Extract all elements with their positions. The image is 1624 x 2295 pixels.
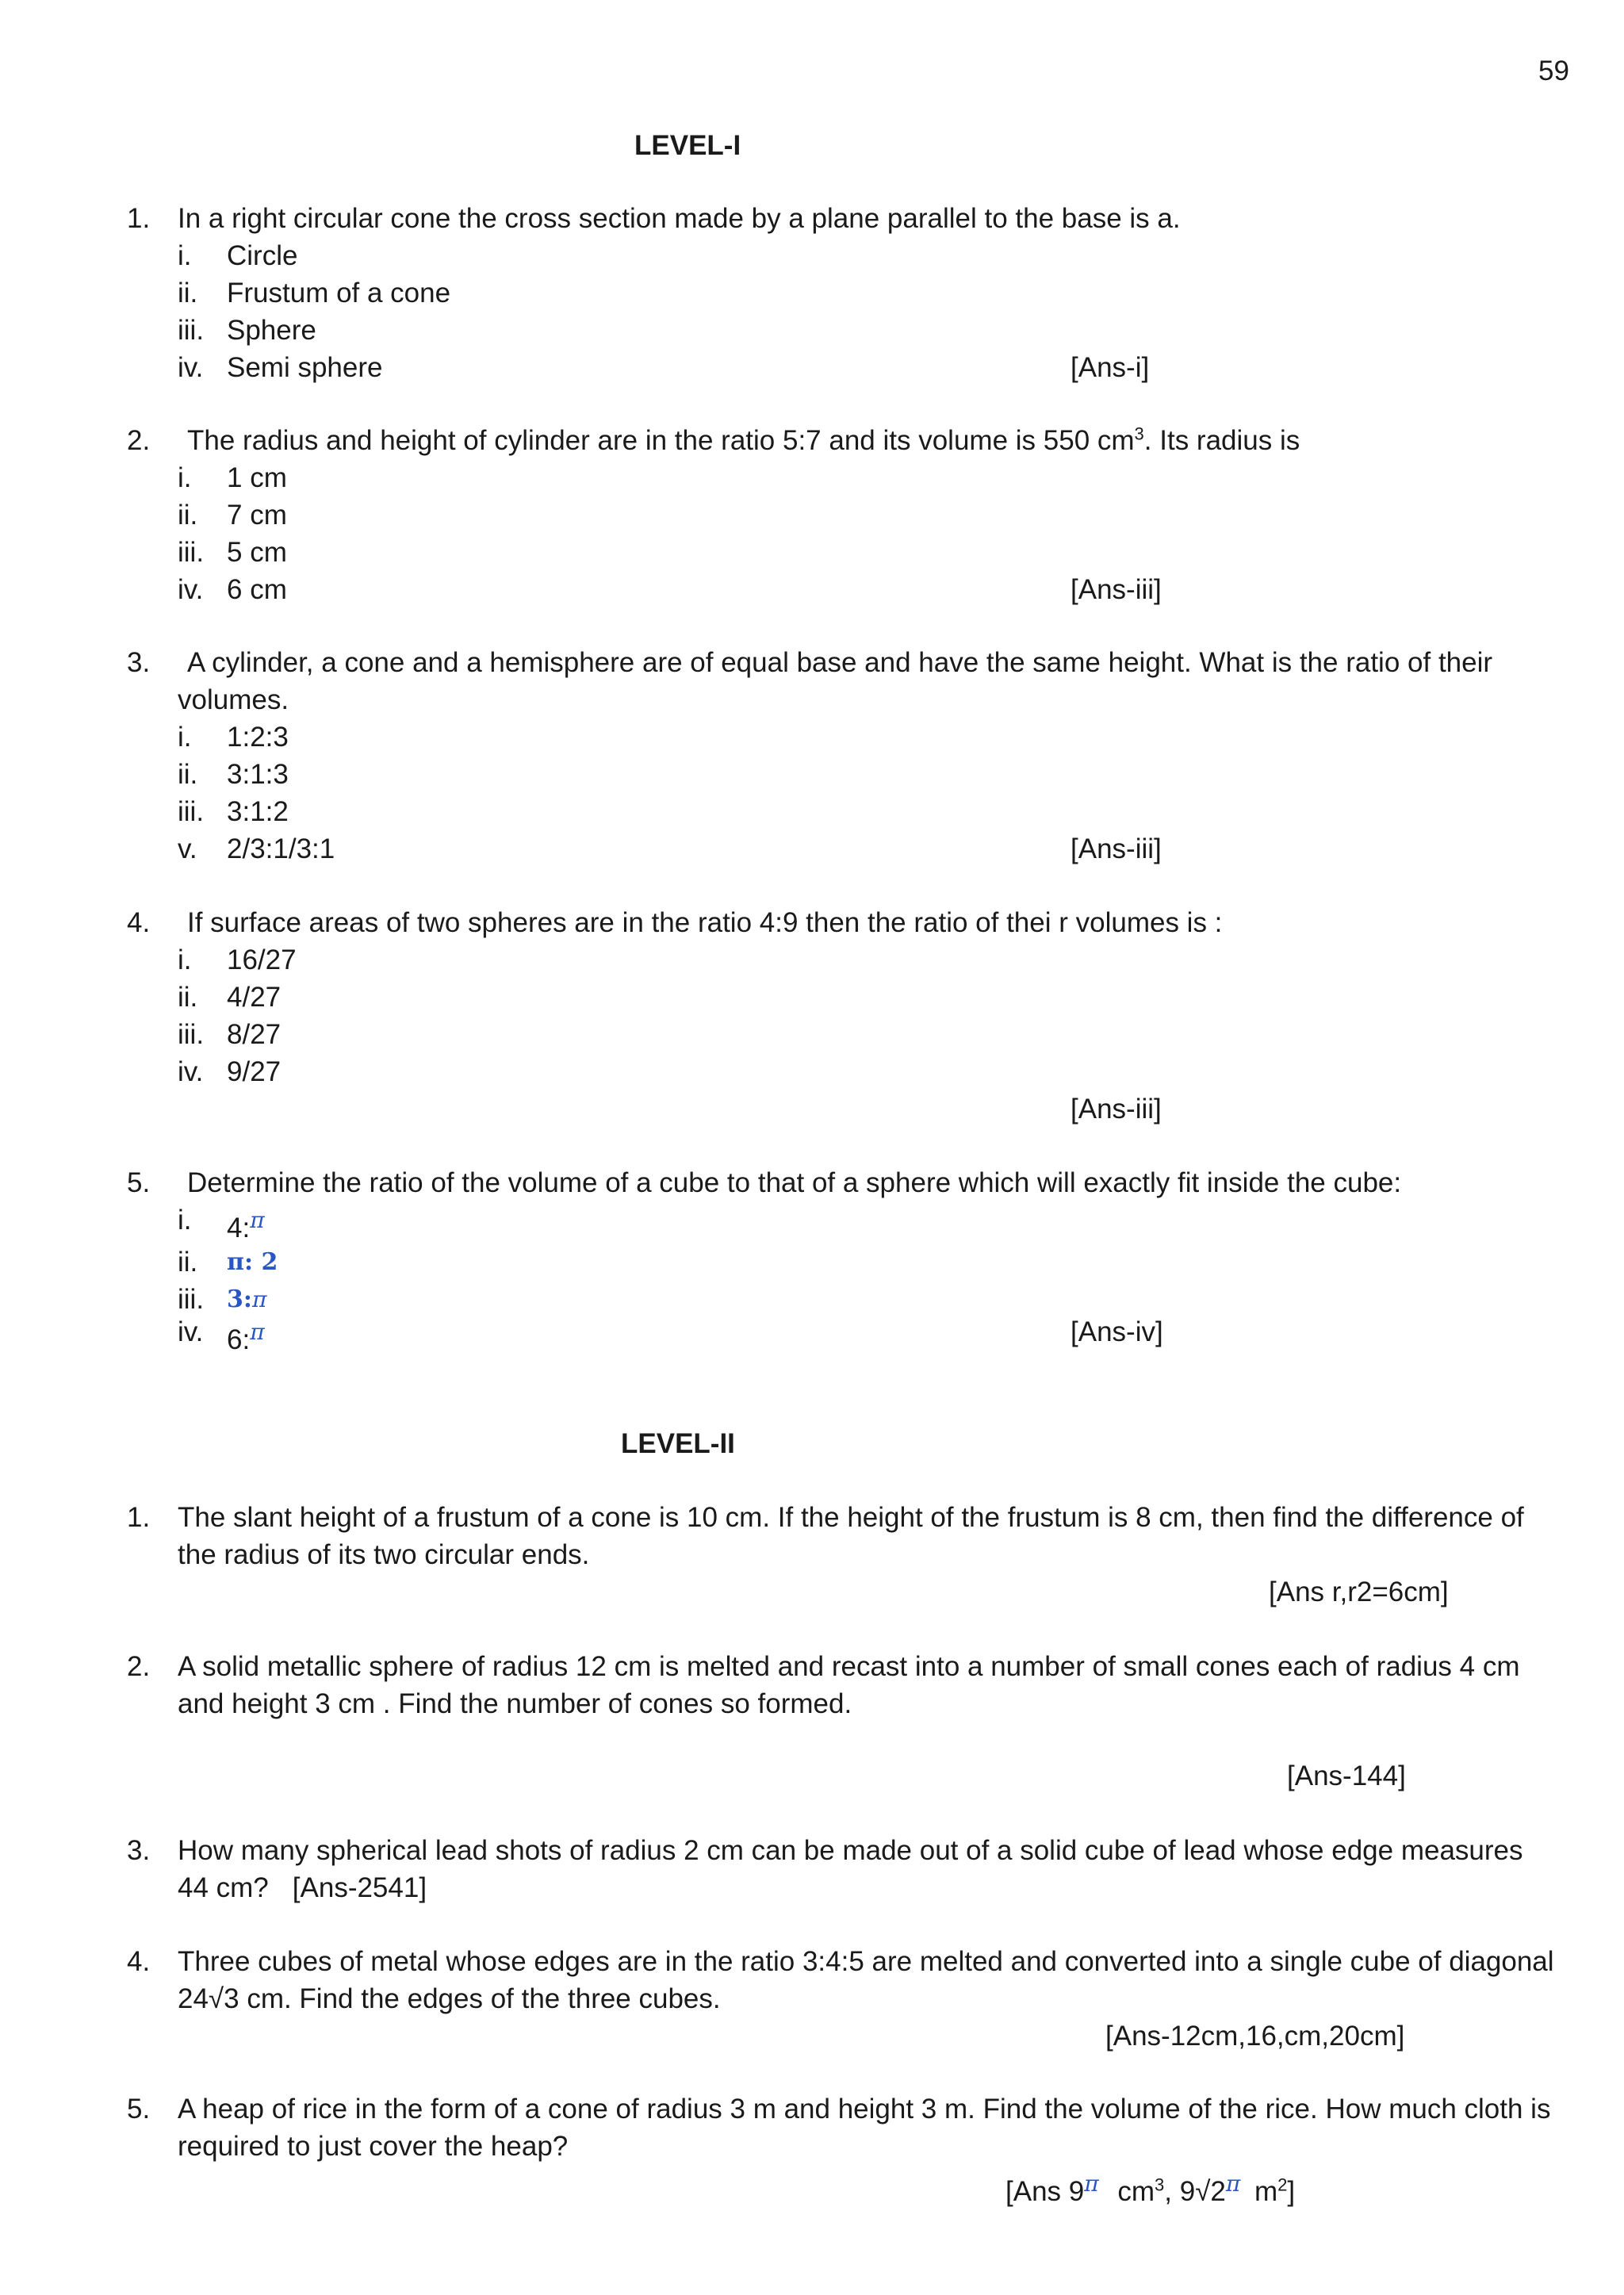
pi-symbol: π	[1225, 2170, 1241, 2197]
answer: [Ans-iii]	[1071, 1094, 1162, 1125]
question-number: 2.	[127, 425, 151, 456]
question-number: 3.	[127, 647, 151, 678]
pi-symbol: π	[227, 1248, 244, 1276]
answer: [Ans-iii]	[1071, 574, 1162, 605]
question-text: The slant height of a frustum of a cone is 10 cm. If the height of the frustum is 8 cm, then find the difference of the radius of its two circular ends.	[178, 1502, 1524, 1570]
question-text: In a right circular cone the cross section made by a plane parallel to the base is a.	[178, 203, 1181, 234]
question-number: 5.	[127, 1167, 151, 1198]
question-text: A solid metallic sphere of radius 12 cm is melted and recast into a number of small cones each of radius 4 cm and height 3 cm . Find the number of cones so formed.	[178, 1651, 1520, 1719]
question-text: Determine the ratio of the volume of a cube to that of a sphere which will exactly fit inside the cube:	[187, 1167, 1402, 1198]
pi-symbol: π	[1084, 2170, 1099, 2197]
question-number: 3.	[127, 1835, 151, 1866]
answer: [Ans-144]	[1287, 1761, 1406, 1791]
level-2-heading: LEVEL-II	[621, 1428, 735, 1459]
page-number: 59	[1538, 56, 1569, 86]
question-number: 2.	[127, 1651, 151, 1682]
pi-symbol: π	[251, 1286, 267, 1312]
answer: [Ans $9^\pi$ $cm^3$, $9√2^\pi$ $m^2$]	[1005, 2170, 1296, 2207]
question-text: Three cubes of metal whose edges are in the ratio 3:4:5 are melted and converted into a single cube of diagonal 24√3 cm. Find the edges of the three cubes.	[178, 1946, 1554, 2014]
question-number: 1.	[127, 203, 151, 234]
question-text: A cylinder, a cone and a hemisphere are of equal base and have the same height. What is the ratio of their volumes.	[178, 647, 1493, 715]
question-number: 4.	[127, 1946, 151, 1977]
answer: [Ans-i]	[1071, 352, 1150, 383]
question-number: 1.	[127, 1502, 151, 1533]
answer: [Ans-12cm,16,cm,20cm]	[1105, 2021, 1405, 2052]
question-number: 4.	[127, 907, 151, 938]
question-text: The radius and height of cylinder are in the ratio 5:7 and its volume is 550 $cm^3$. Its radius is	[187, 423, 1300, 456]
answer: [Ans-iii]	[1071, 833, 1162, 864]
answer: [Ans-2541]	[292, 1872, 427, 1903]
question-text: How many spherical lead shots of radius 2 cm can be made out of a solid cube of lead whose edge measures 44 cm? [Ans-2541]	[178, 1835, 1523, 1903]
question-text: If surface areas of two spheres are in the ratio 4:9 then the ratio of thei r volumes is :	[187, 907, 1223, 938]
answer: [Ans r,r2=6cm]	[1269, 1577, 1449, 1607]
question-number: 5.	[127, 2094, 151, 2125]
level-1-heading: LEVEL-I	[634, 130, 741, 161]
answer: [Ans-iv]	[1071, 1316, 1163, 1347]
question-text: A heap of rice in the form of a cone of radius 3 m and height 3 m. Find the volume of the rice. How much cloth is required to just cover the heap?	[178, 2094, 1551, 2162]
pi-symbol: π	[250, 1319, 265, 1345]
pi-symbol: π	[250, 1207, 265, 1233]
